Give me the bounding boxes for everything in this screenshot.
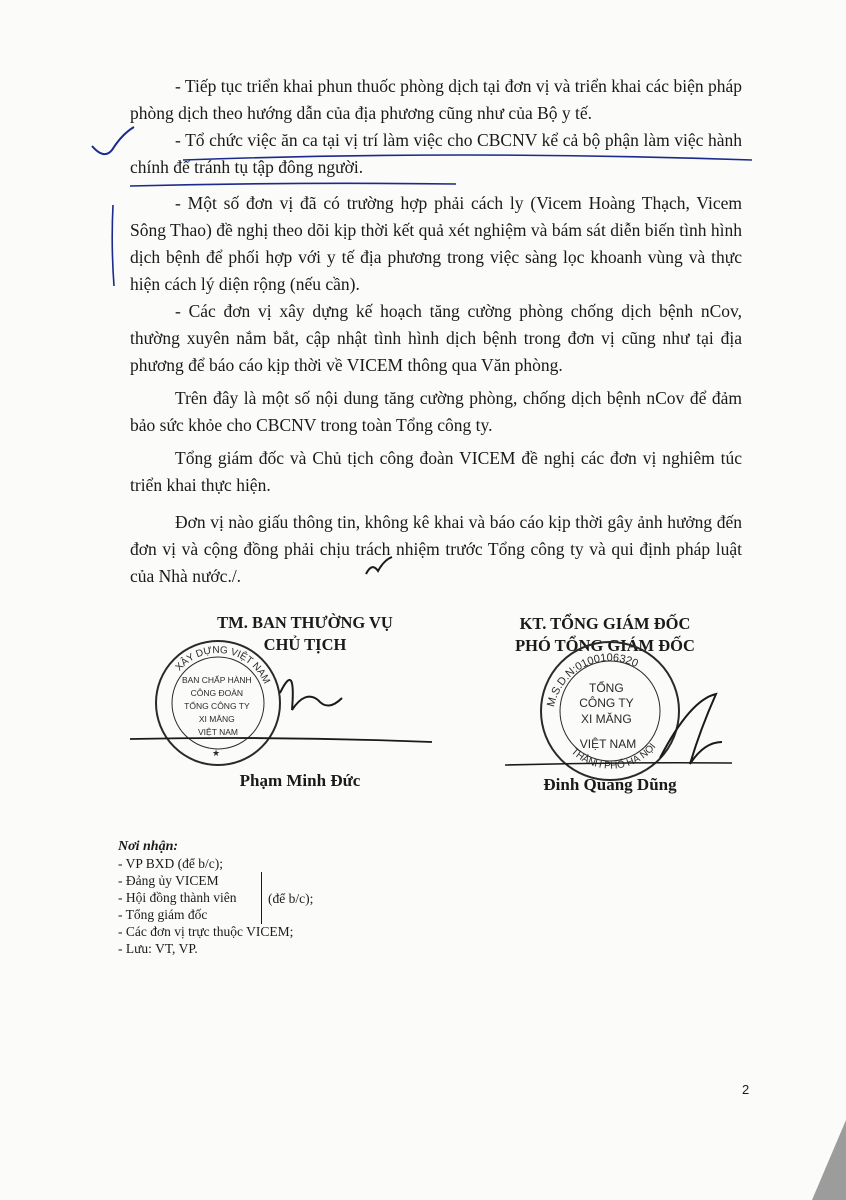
union-stamp-line: VIỆT NAM [198, 727, 238, 737]
company-stamp-line: TỔNG [588, 681, 624, 695]
union-stamp-line: CÔNG ĐOÀN [190, 688, 244, 698]
right-title-line2: PHÓ TỔNG GIÁM ĐỐC [515, 636, 695, 655]
company-stamp-tax-code: M.S.D.N:0100106320 [545, 651, 640, 709]
paragraph-disinfection: - Tiếp tục triển khai phun thuốc phòng dịch tại đơn vị và triển khai các biện pháp phòng dịch theo hướng dẫn của địa phương cũng như của Bộ y tế. [130, 76, 742, 123]
recipient-group-note: (để b/c); [268, 891, 314, 906]
recipient-item: - Các đơn vị trực thuộc VICEM; [118, 924, 294, 939]
recipient-item: - Hội đồng thành viên [118, 890, 237, 905]
paragraph-summary: Trên đây là một số nội dung tăng cường phòng, chống dịch bệnh nCov để đảm bảo sức khỏe cho CBCNV trong toàn Tổng công ty. [130, 388, 742, 435]
left-signature-title [170, 612, 440, 656]
recipients-block [118, 838, 438, 957]
page-number: 2 [742, 1082, 750, 1097]
recipient-item: - VP BXD (để b/c); [118, 856, 223, 871]
company-stamp-line: XI MĂNG [580, 712, 632, 726]
recipient-item: - Đảng ủy VICEM [118, 873, 219, 888]
paragraph-plan: - Các đơn vị xây dựng kế hoạch tăng cường phòng chống dịch bệnh nCov, thường xuyên nắm bắt, cập nhật tình hình dịch bệnh trong đơn vị cũng như tại địa phương để báo cáo kịp thời về VICEM thông qua Văn phòng. [130, 301, 742, 375]
company-stamp-line: VIỆT NAM [579, 737, 637, 751]
right-signature-title [480, 613, 730, 657]
paragraph-responsibility: Đơn vị nào giấu thông tin, không kê khai và báo cáo kịp thời gây ảnh hưởng đến đơn vị và cộng đồng phải chịu trách nhiệm trước Tổng công ty và qui định pháp luật của Nhà nước./. [130, 512, 742, 586]
recipient-group-bracket [261, 872, 262, 924]
company-stamp-line: CÔNG TY [579, 696, 634, 710]
union-stamp-line: BAN CHẤP HÀNH [181, 675, 252, 685]
paragraph-quarantine: - Một số đơn vị đã có trường hợp phải cách ly (Vicem Hoàng Thạch, Vicem Sông Thao) đề nghị theo dõi kịp thời kết quả xét nghiệm và bám sát diễn biến tình hình dịch bệnh để phối hợp với y tế địa phương trong việc sàng lọc khoanh vùng và thực hiện cách lý diện rộng (nếu cần). [130, 193, 742, 294]
company-stamp-city: THÀNH PHỐ HÀ NỘI [568, 741, 659, 772]
recipients-heading: Nơi nhận: [118, 839, 179, 854]
paragraph-meals: - Tổ chức việc ăn ca tại vị trí làm việc cho CBCNV kể cả bộ phận làm việc hành chính để tránh tụ tập đông người. [130, 130, 742, 177]
union-stamp-line: TỔNG CÔNG TY [184, 701, 250, 711]
union-stamp-line: XI MĂNG [198, 714, 235, 724]
left-title-line2: CHỦ TỊCH [263, 635, 347, 654]
union-stamp-star: ★ [212, 748, 221, 758]
union-stamp-outer-text: XÂY DỰNG VIỆT NAM [173, 644, 272, 686]
recipient-item: - Tổng giám đốc [118, 907, 208, 922]
left-title-line1: TM. BAN THƯỜNG VỤ [217, 613, 393, 632]
paragraph-request: Tổng giám đốc và Chủ tịch công đoàn VICEM đề nghị các đơn vị nghiêm túc triển khai thực hiện. [130, 448, 742, 495]
recipient-item: - Lưu: VT, VP. [118, 941, 198, 956]
right-signer-name: Đinh Quang Dũng [543, 775, 677, 794]
right-title-line1: KT. TỔNG GIÁM ĐỐC [519, 614, 691, 633]
left-signer-name: Phạm Minh Đức [239, 771, 361, 790]
